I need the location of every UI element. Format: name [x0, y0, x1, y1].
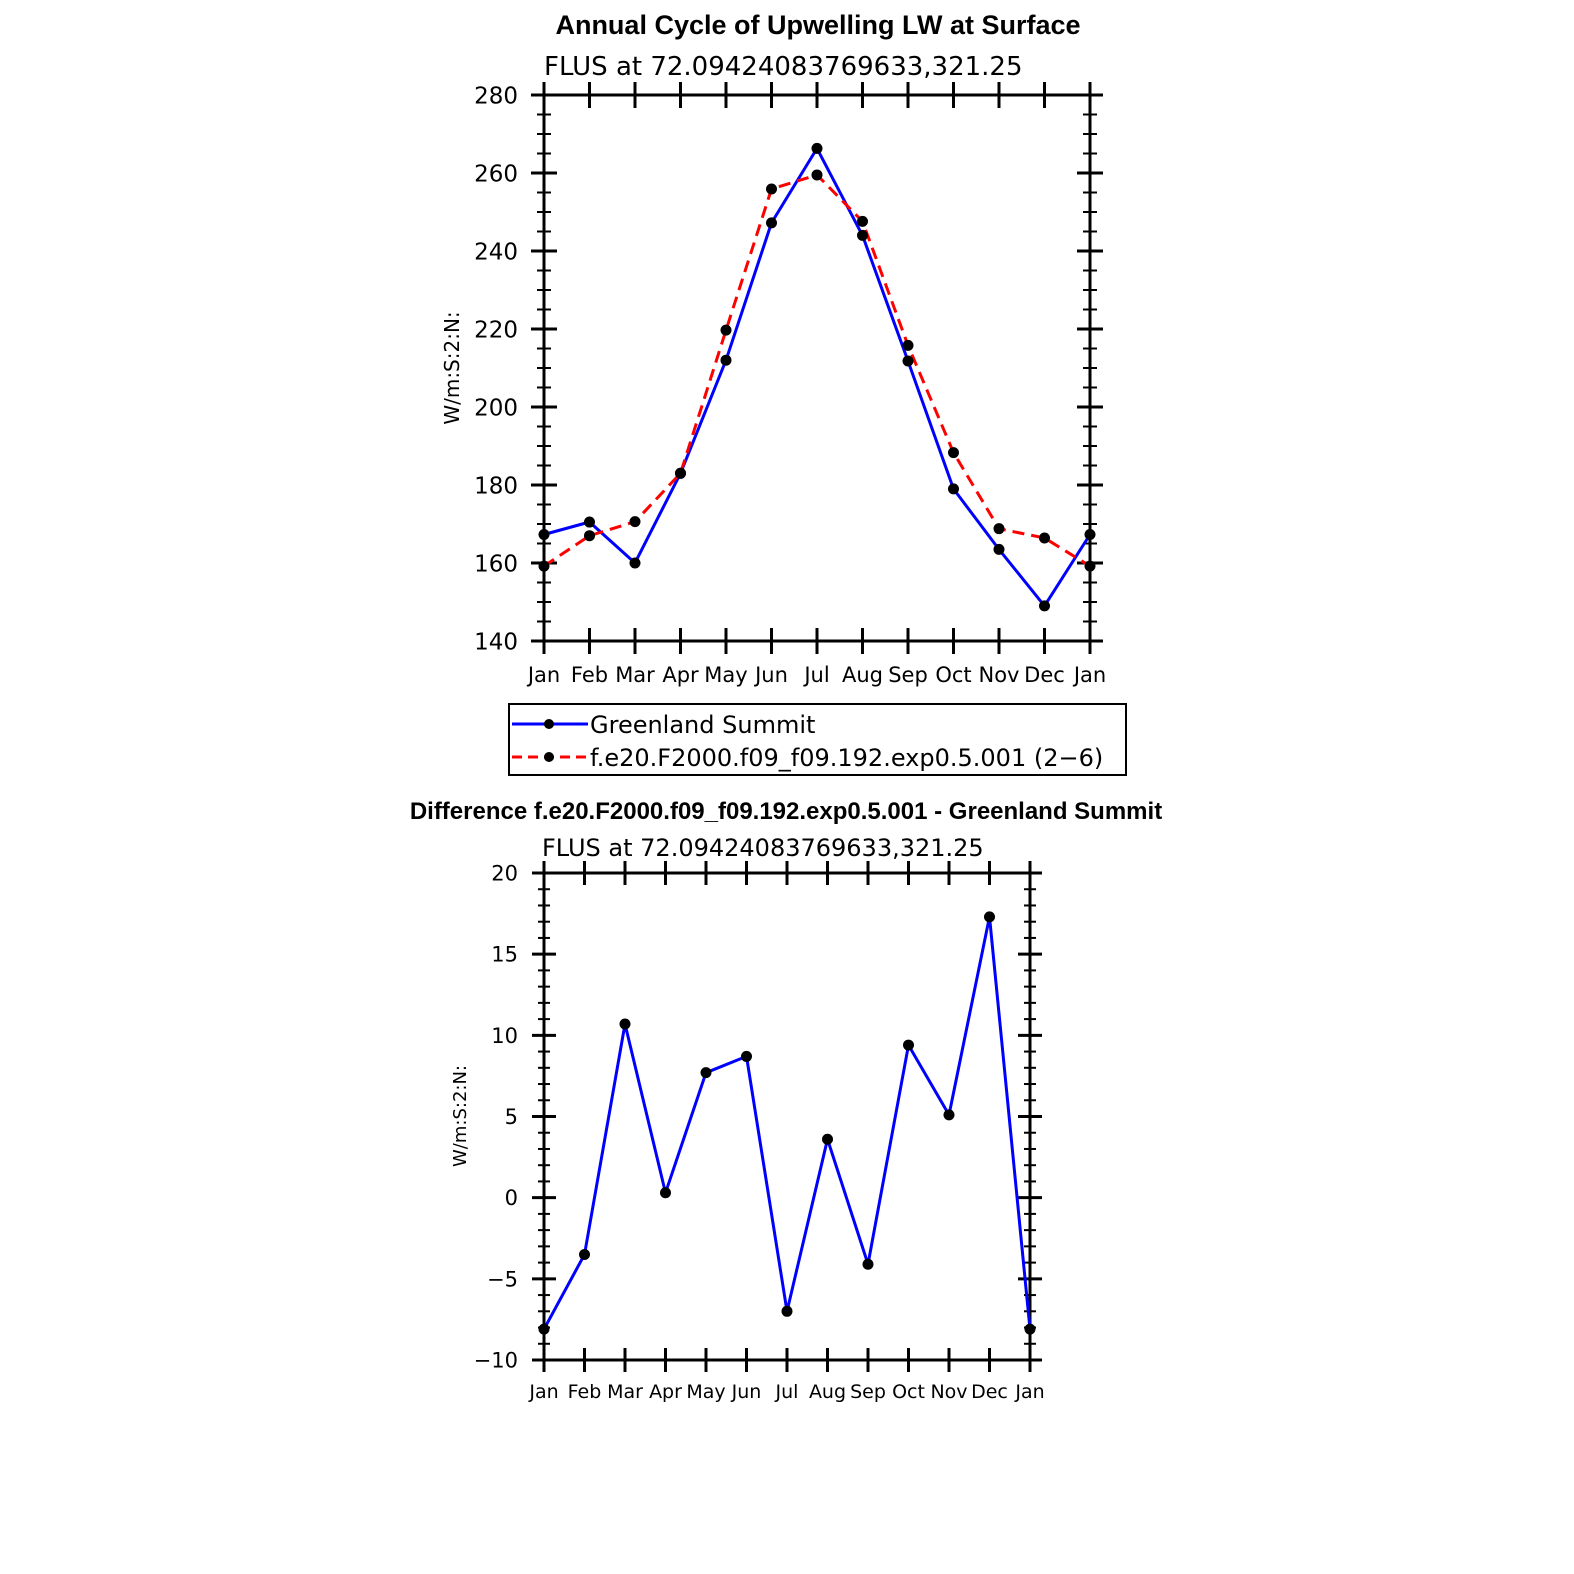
y-tick-label: −10: [473, 1348, 518, 1373]
chart1-axis-ticks: [531, 82, 1103, 654]
x-tick-label: May: [686, 1381, 726, 1403]
y-tick-label: 10: [491, 1023, 518, 1048]
series-1-point: [1085, 561, 1096, 572]
series-line-1: [544, 175, 1090, 566]
series-0-point: [630, 558, 641, 569]
x-tick-label: Sep: [888, 663, 928, 687]
series-1-point: [539, 561, 550, 572]
legend-marker-model: [544, 752, 554, 762]
x-tick-label: Dec: [1024, 663, 1065, 687]
series-0-point: [994, 544, 1005, 555]
y-tick-label: 280: [474, 83, 518, 110]
series-1-point: [903, 340, 914, 351]
series-0-point: [701, 1067, 712, 1078]
series-0-point: [782, 1306, 793, 1317]
chart1-subtitle: FLUS at 72.09424083769633,321.25: [544, 52, 1023, 82]
x-tick-label: Sep: [850, 1381, 886, 1403]
series-0-point: [984, 911, 995, 922]
series-0-point: [944, 1109, 955, 1120]
x-tick-label: Jan: [1015, 1381, 1045, 1403]
chart2-subtitle: FLUS at 72.09424083769633,321.25: [542, 834, 984, 862]
x-tick-label: Feb: [567, 1381, 602, 1403]
series-1-point: [584, 530, 595, 541]
series-0-point: [822, 1134, 833, 1145]
chart-annual-cycle: [440, 10, 1126, 775]
series-1-point: [812, 169, 823, 180]
series-0-point: [812, 143, 823, 154]
series-line-0: [544, 917, 1030, 1329]
series-0-point: [584, 517, 595, 528]
chart2-title: Difference f.e20.F2000.f09_f09.192.exp0.5.001 - Greenland Summit: [409, 798, 1163, 825]
x-tick-label: Jul: [804, 663, 830, 687]
y-tick-label: 15: [491, 942, 518, 967]
series-1-point: [766, 183, 777, 194]
x-tick-label: Nov: [978, 663, 1020, 687]
series-0-point: [903, 1040, 914, 1051]
y-tick-label: 200: [474, 395, 518, 422]
series-0-point: [1039, 600, 1050, 611]
y-tick-label: 140: [474, 629, 518, 656]
series-0-point: [620, 1018, 631, 1029]
series-0-point: [766, 217, 777, 228]
chart1-y-tick-labels: [474, 83, 518, 655]
x-tick-label: Mar: [607, 1381, 643, 1403]
x-tick-label: Jan: [529, 1381, 559, 1403]
series-1-point: [1039, 533, 1050, 544]
x-tick-label: Aug: [808, 1381, 847, 1403]
series-0-point: [539, 1324, 550, 1335]
chart-difference: [410, 798, 1162, 1403]
legend-label-greenland-summit: Greenland Summit: [590, 711, 816, 739]
chart1-legend: [509, 704, 1126, 775]
chart2-y-axis-label: W/m:S:2:N:: [450, 1065, 471, 1167]
y-tick-label: 160: [474, 551, 518, 578]
x-tick-label: Jan: [1073, 663, 1107, 687]
x-tick-label: Jun: [755, 663, 788, 687]
series-0-point: [1025, 1324, 1036, 1335]
y-tick-label: −5: [487, 1267, 518, 1292]
y-tick-label: 0: [504, 1186, 518, 1211]
y-tick-label: 180: [474, 473, 518, 500]
y-tick-label: 5: [504, 1105, 518, 1130]
x-tick-label: Jan: [527, 663, 561, 687]
x-tick-label: Oct: [892, 1381, 925, 1403]
series-0-point: [863, 1259, 874, 1270]
series-1-point: [630, 516, 641, 527]
series-1-point: [675, 468, 686, 479]
series-1-point: [948, 447, 959, 458]
legend-label-model: f.e20.F2000.f09_f09.192.exp0.5.001 (2−6): [590, 744, 1104, 772]
x-tick-label: Jun: [731, 1381, 762, 1403]
legend-marker-greenland-summit: [544, 719, 554, 729]
series-line-0: [544, 148, 1090, 606]
y-tick-label: 240: [474, 239, 518, 266]
series-1-point: [994, 523, 1005, 534]
chart2-y-tick-labels: [474, 862, 518, 1373]
chart2-plot-frame: [544, 873, 1030, 1360]
chart2-series-group: [539, 911, 1036, 1334]
series-0-point: [660, 1187, 671, 1198]
x-tick-label: Oct: [935, 663, 972, 687]
chart1-x-tick-labels: [526, 663, 1106, 687]
x-tick-label: Jul: [775, 1381, 799, 1403]
y-tick-label: 260: [474, 161, 518, 188]
x-tick-label: Mar: [615, 663, 655, 687]
series-1-point: [721, 325, 732, 336]
series-0-point: [721, 355, 732, 366]
chart1-series-group: [539, 143, 1096, 611]
series-0-point: [903, 355, 914, 366]
chart1-y-axis-label: W/m:S:2:N:: [440, 311, 464, 425]
y-tick-label: 20: [491, 861, 518, 886]
series-0-point: [741, 1051, 752, 1062]
x-tick-label: Nov: [930, 1381, 968, 1403]
series-0-point: [1085, 529, 1096, 540]
series-0-point: [948, 483, 959, 494]
y-tick-label: 220: [474, 317, 518, 344]
x-tick-label: Dec: [971, 1381, 1008, 1403]
chart2-x-tick-labels: [528, 1381, 1044, 1403]
x-tick-label: Apr: [649, 1381, 682, 1403]
x-tick-label: Feb: [570, 663, 609, 687]
x-tick-label: Aug: [841, 663, 884, 687]
x-tick-label: May: [704, 663, 748, 687]
chart1-title: Annual Cycle of Upwelling LW at Surface: [555, 10, 1081, 40]
x-tick-label: Apr: [662, 663, 699, 687]
series-0-point: [579, 1249, 590, 1260]
series-0-point: [857, 230, 868, 241]
series-1-point: [857, 216, 868, 227]
series-0-point: [539, 529, 550, 540]
